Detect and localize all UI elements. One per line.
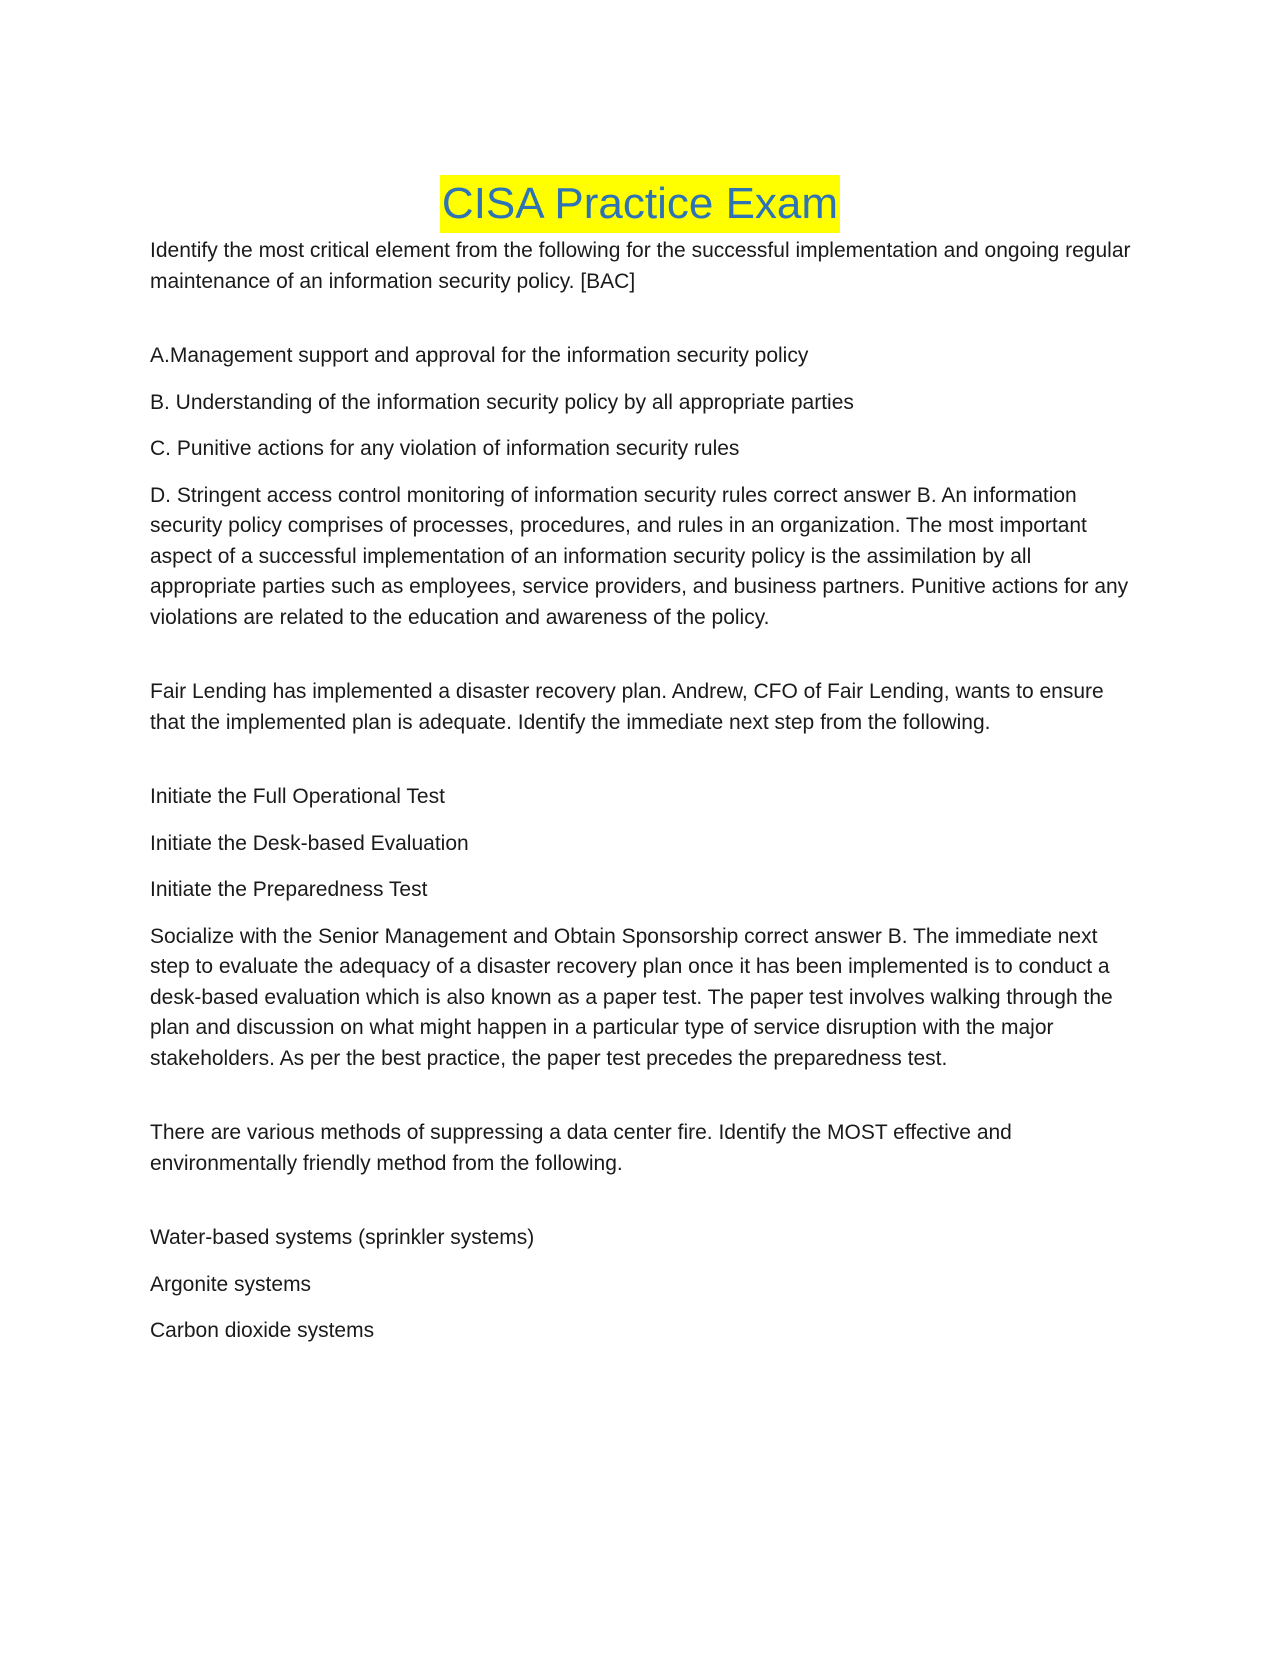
question-1-stem: Identify the most critical element from the following for the successful implementation and ongoing regular maintenance of an information security policy. [BAC] [150, 239, 1131, 293]
question-2-option-b: Initiate the Desk-based Evaluation [150, 831, 469, 855]
question-3-option-b: Argonite systems [150, 1272, 312, 1296]
question-3-option-a: Water-based systems (sprinkler systems) [150, 1226, 535, 1249]
question-1-option-d: D. Stringent access control monitoring of information security rules correct answer B. An information security policy comprises of processes, procedures, and rules in an organization. The most important aspect of a successful implementation of an information security policy is the assimilation by all appropriate parties such as employees, service providers, and business partners. Punitive actions for any violations are related to the education and awareness of the policy. [150, 483, 1129, 629]
question-3-stem: There are various methods of suppressing a data center fire. Identify the MOST effective and environmentally friendly method from the following. [150, 1121, 1012, 1175]
document-title: CISA Practice Exam [440, 175, 840, 233]
title-container [0, 175, 1280, 233]
question-2-option-a: Initiate the Full Operational Test [150, 785, 445, 808]
question-1-option-c: C. Punitive actions for any violation of information security rules [150, 437, 740, 460]
question-1-option-a: A.Management support and approval for the information security policy [150, 344, 809, 367]
question-1-option-b: B. Understanding of the information security policy by all appropriate parties [150, 390, 854, 414]
document-body [150, 236, 1140, 1363]
question-2-option-d: Socialize with the Senior Management and Obtain Sponsorship correct answer B. The immediate next step to evaluate the adequacy of a disaster recovery plan once it has been implemented is to conduct a desk-based evaluation which is also known as a paper test. The paper test involves walking through the plan and discussion on what might happen in a particular type of service disruption with the major stakeholders. As per the best practice, the paper test precedes the preparedness test. [150, 924, 1113, 1070]
question-2-stem: Fair Lending has implemented a disaster recovery plan. Andrew, CFO of Fair Lending, wants to ensure that the implemented plan is adequate. Identify the immediate next step from the following. [150, 680, 1104, 734]
question-3-option-c: Carbon dioxide systems [150, 1319, 375, 1342]
question-2-option-c: Initiate the Preparedness Test [150, 878, 428, 901]
